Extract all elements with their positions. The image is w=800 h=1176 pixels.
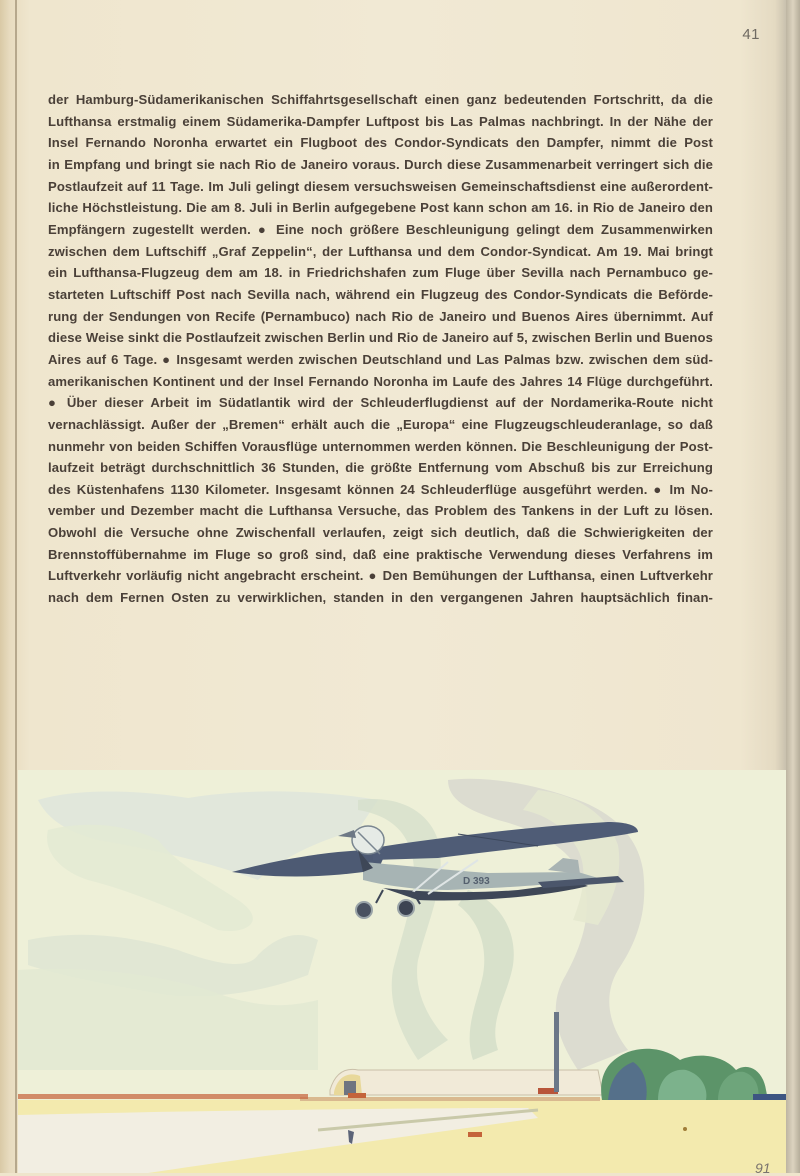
text-line: starteten Luftschiff Post nach Sevilla nach, während ein Flugzeug des Condor-Syndicats die Beförde- bbox=[48, 286, 713, 302]
text-line: amerikanischen Kontinent und der Insel Fernando Noronha im Laufe des Jahres 14 Flüge durchgeführt. bbox=[48, 373, 713, 389]
book-gutter bbox=[15, 0, 17, 1173]
text-line: Luftverkehr vorläufig nicht angebracht erscheint. ● Den Bemühungen der Lufthansa, einen Luftverkehr bbox=[48, 568, 713, 584]
page-edge bbox=[786, 0, 800, 1173]
text-line: des Küstenhafens 1130 Kilometer. Insgesamt können 24 Schleuderflüge ausgeführt werden. ● Im No- bbox=[48, 481, 713, 497]
text-line: Insel Fernando Noronha erwartet ein Flugboot des Condor-Syndicats den Dampfer, nimmt die Post bbox=[48, 135, 713, 151]
text-line: ● Über dieser Arbeit im Südatlantik wird der Schleuderflugdienst auf der Nordamerika-Route nicht bbox=[48, 395, 713, 411]
text-line: nunmehr von beiden Schiffen Vorausflüge unternommen werden können. Die Beschleunigung der Post- bbox=[48, 438, 713, 454]
text-line: Obwohl die Versuche ohne Zwischenfall verlaufen, zeigt sich deutlich, daß die Schwierigkeiten der bbox=[48, 525, 713, 541]
text-line: rung der Sendungen von Recife (Pernambuco) nach Rio de Janeiro und Buenos Aires übernimmt. Auf bbox=[48, 308, 713, 324]
text-line: ein Lufthansa-Flugzeug dem am 18. in Friedrichshafen zum Fluge über Sevilla nach Pernambuco ge- bbox=[48, 265, 713, 281]
text-line: diese Weise sinkt die Postlaufzeit zwischen Berlin und Rio de Janeiro auf 5, zwischen Berlin und Buenos bbox=[48, 330, 713, 346]
body-text bbox=[48, 89, 713, 609]
text-line: zwischen dem Luftschiff „Graf Zeppelin“, der Lufthansa und dem Condor-Syndicat. Am 19. Mai bringt bbox=[48, 243, 713, 259]
text-line: Lufthansa erstmalig einem Südamerika-Dampfer Luftpost bis Las Palmas nachbringt. In der Nähe der bbox=[48, 113, 713, 129]
text-line: der Hamburg-Südamerikanischen Schiffahrtsgesellschaft einen ganz bedeutenden Fortschritt, da die bbox=[48, 92, 713, 107]
registration-text: D 393 bbox=[463, 876, 490, 887]
text-line: Empfängern zugestellt werden. ● Eine noch größere Beschleunigung gelingt dem Zusammenwirken bbox=[48, 221, 713, 237]
pencil-annotation: 91 bbox=[755, 1160, 771, 1176]
text-line: liche Höchstleistung. Die am 8. Juli in Berlin aufgegebene Post kann schon am 16. in Rio de Janeiro den bbox=[48, 200, 713, 216]
text-line: nach dem Fernen Osten zu verwirklichen, standen in den vergangenen Jahren hauptsächlich finan- bbox=[48, 590, 713, 606]
text-line: Brennstoffübernahme im Fluge so groß sind, daß eine praktische Verwendung dieses Verfahrens im bbox=[48, 546, 713, 562]
text-line: in Empfang und bringt sie nach Rio de Janeiro voraus. Durch diese Zusammenarbeit verringert sich die bbox=[48, 156, 713, 172]
text-line: Aires auf 6 Tage. ● Insgesamt werden zwischen Deutschland und Las Palmas bzw. zwischen dem süd- bbox=[48, 351, 713, 367]
page-number: 41 bbox=[742, 26, 760, 43]
text-line: vember und Dezember macht die Lufthansa Versuche, das Problem des Tankens in der Luft zu lösen. bbox=[48, 503, 713, 519]
text-line: laufzeit beträgt durchschnittlich 36 Stunden, die größte Entfernung vom Abschuß bis zur Erreichung bbox=[48, 460, 713, 476]
text-line: vernachlässigt. Außer der „Bremen“ erhält auch die „Europa“ eine Flugzeugschleuderanlage, so daß bbox=[48, 416, 713, 432]
text-line: Postlaufzeit auf 11 Tage. Im Juli gelingt diesem versuchsweisen Gemeinschaftsdienst eine außerordent- bbox=[48, 178, 713, 194]
airplane-illustration bbox=[18, 770, 786, 1173]
